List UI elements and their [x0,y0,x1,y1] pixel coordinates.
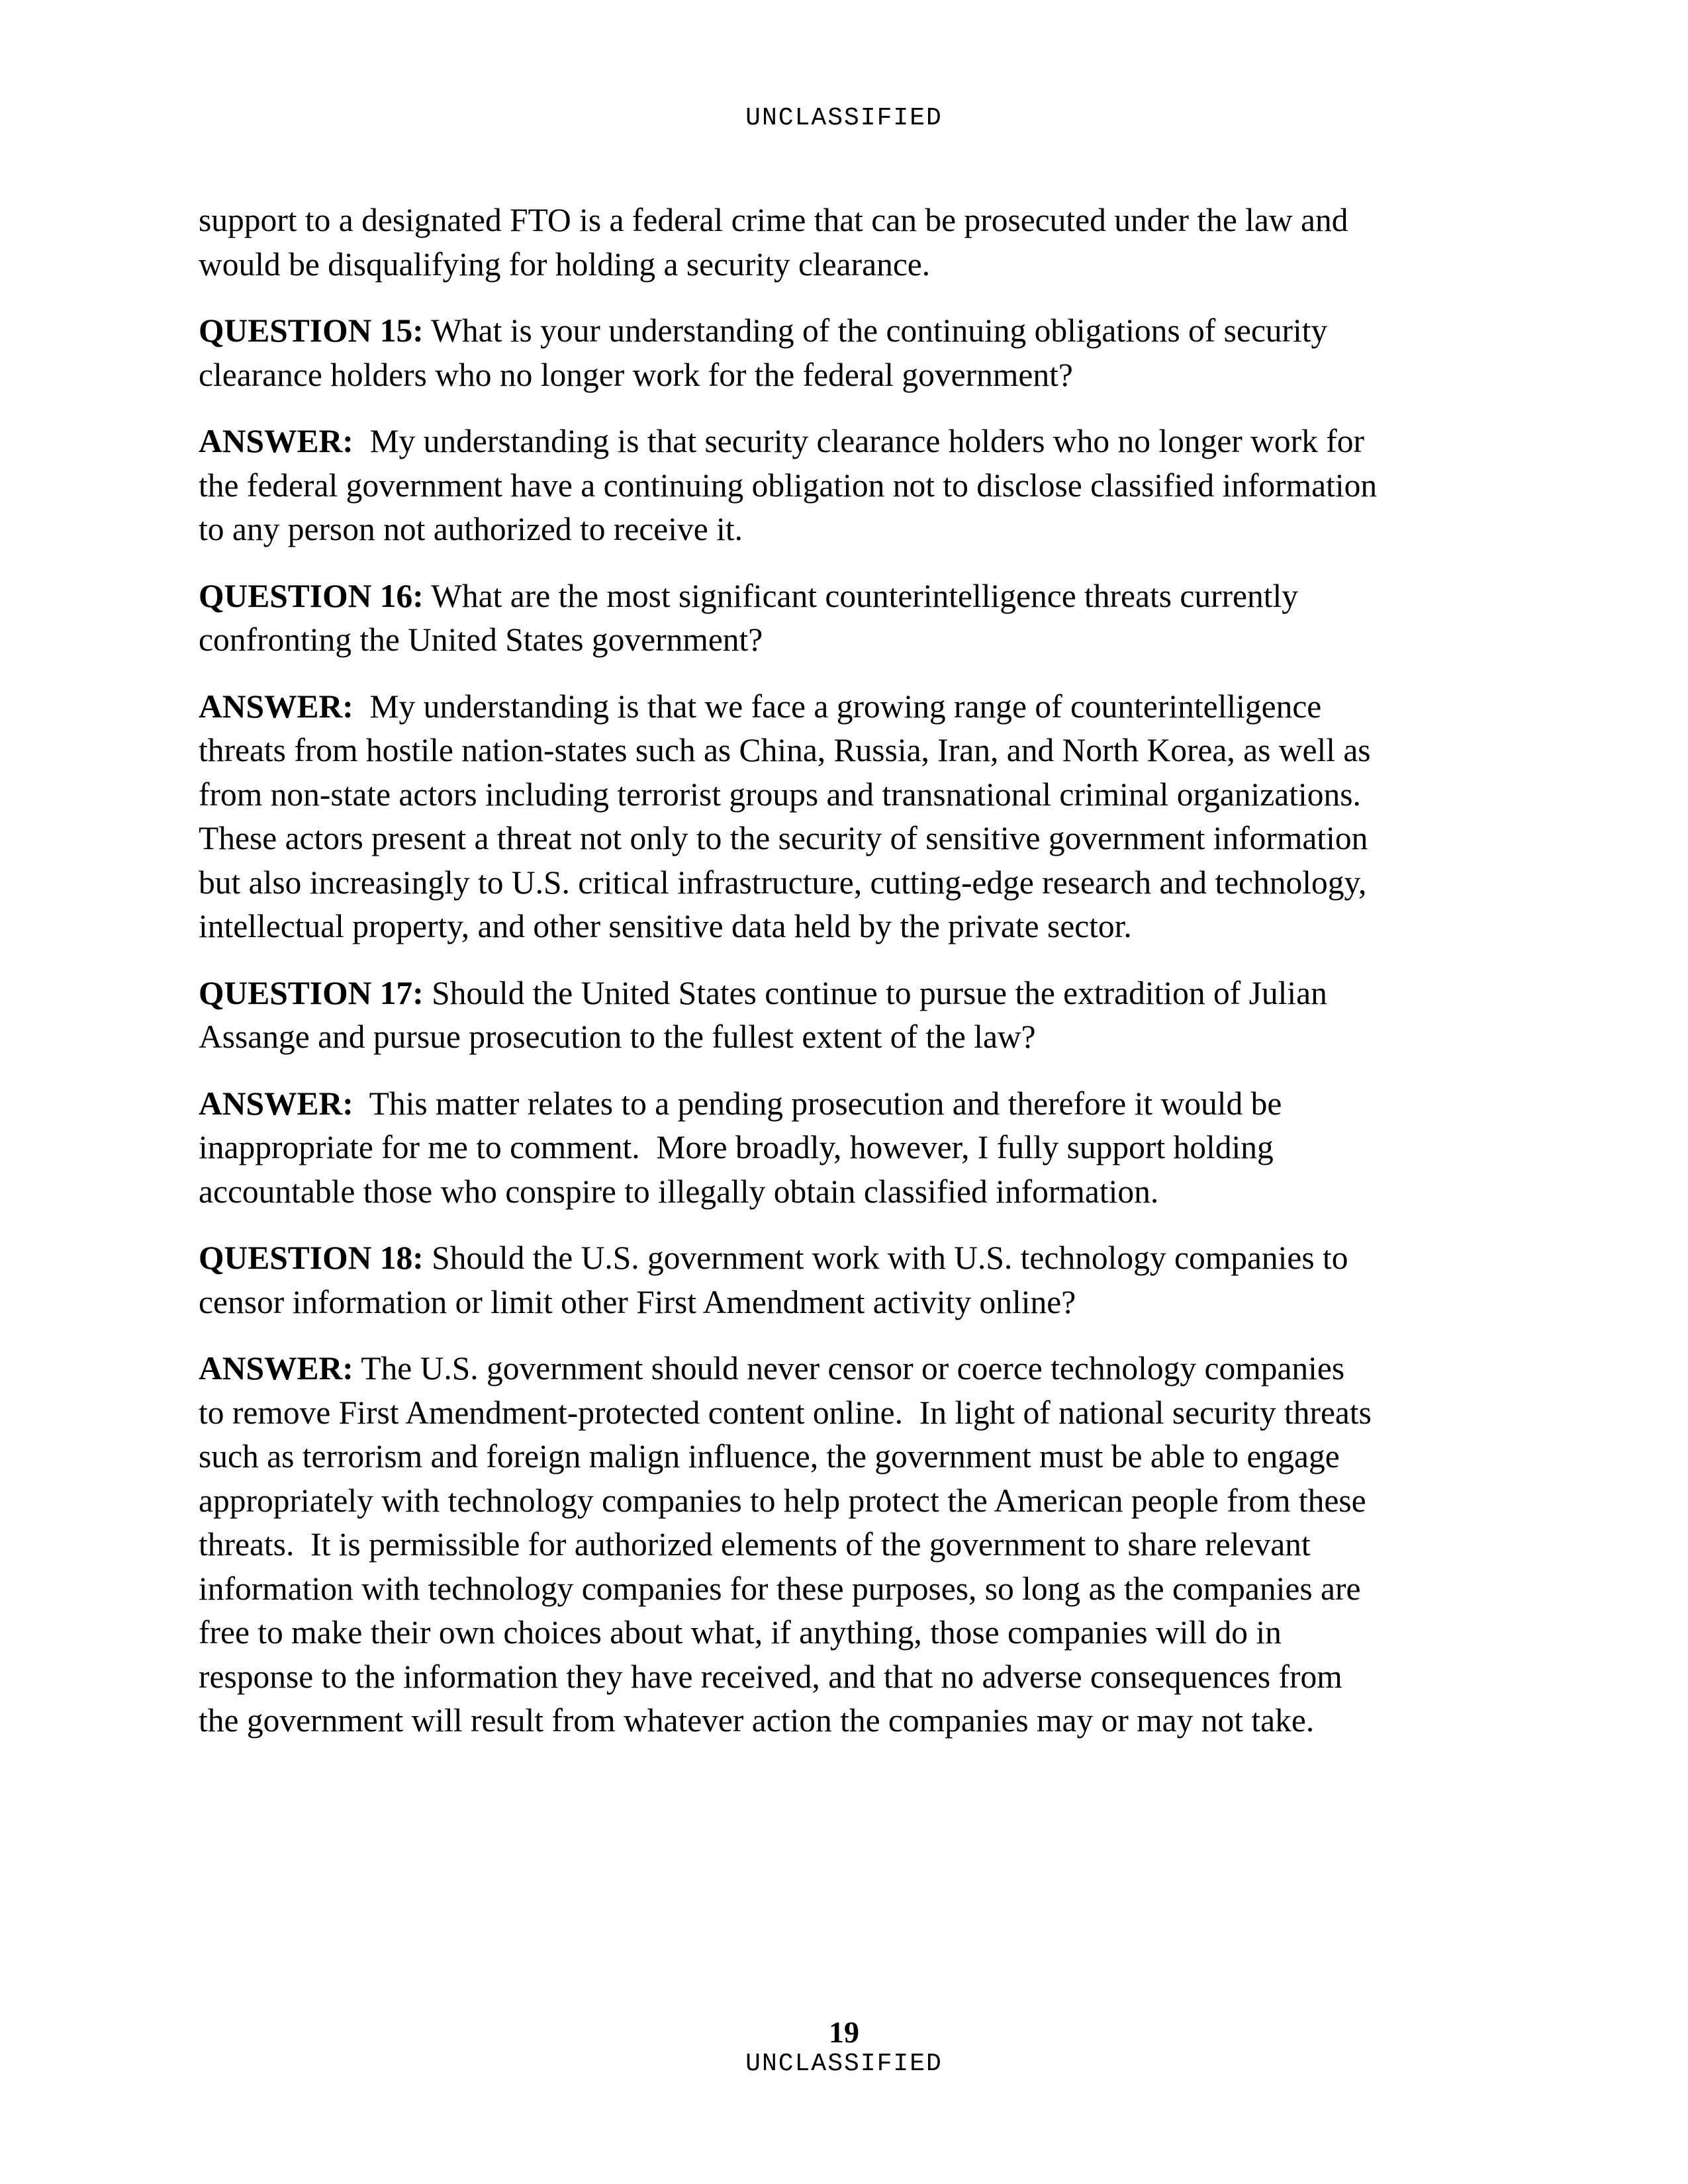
text-line: such as terrorism and foreign malign influence, the government must be able to engage [199,1438,1340,1475]
text-line: Assange and pursue prosecution to the fullest extent of the law? [199,1019,1036,1055]
text-line [199,685,1523,729]
continuation-paragraph [199,199,1523,287]
answer-text: My understanding is that security clearance holders who no longer work for [353,423,1364,459]
text-line [199,309,1523,353]
text-line: threats. It is permissible for authorized elements of the government to share relevant [199,1526,1311,1563]
text-line: response to the information they have received, and that no adverse consequences from [199,1658,1342,1695]
text-line [199,1082,1523,1126]
text-line: clearance holders who no longer work for the federal government? [199,356,1073,393]
question-17 [199,972,1523,1060]
document-body [199,199,1523,1766]
answer-text: My understanding is that we face a growing range of counterintelligence [353,688,1322,725]
question-text: What is your understanding of the continuing obligations of security [423,312,1328,349]
page-number: 19 [829,2015,859,2049]
text-line: These actors present a threat not only to the security of sensitive government information [199,820,1368,856]
text-line: support to a designated FTO is a federal crime that can be prosecuted under the law and [199,202,1348,238]
text-line: but also increasingly to U.S. critical infrastructure, cutting-edge research and technology, [199,864,1367,901]
answer-label: ANSWER: [199,1350,353,1387]
answer-label: ANSWER: [199,1085,353,1122]
answer-label: ANSWER: [199,423,353,459]
question-text: Should the U.S. government work with U.S. technology companies to [423,1240,1348,1276]
text-line: free to make their own choices about what, if anything, those companies will do in [199,1614,1282,1651]
question-label: QUESTION 18: [199,1240,424,1276]
answer-16 [199,685,1523,949]
text-line: threats from hostile nation-states such as China, Russia, Iran, and North Korea, as well as [199,732,1371,768]
text-line: confronting the United States government? [199,621,763,658]
question-label: QUESTION 16: [199,577,424,614]
answer-17 [199,1082,1523,1214]
text-line [199,1236,1523,1281]
question-15 [199,309,1523,397]
text-line [199,420,1523,464]
text-line: the government will result from whatever action the companies may or may not take. [199,1702,1315,1739]
text-line: would be disqualifying for holding a security clearance. [199,246,931,283]
answer-15 [199,420,1523,552]
question-16 [199,574,1523,662]
text-line: the federal government have a continuing obligation not to disclose classified information [199,467,1378,504]
footer-classification-marking: UNCLASSIFIED [745,2050,943,2078]
question-text: What are the most significant counterintelligence threats currently [423,577,1299,614]
text-line: censor information or limit other First Amendment activity online? [199,1283,1076,1320]
text-line: accountable those who conspire to illegally obtain classified information. [199,1173,1159,1210]
answer-18 [199,1347,1523,1743]
answer-text: The U.S. government should never censor or coerce technology companies [353,1350,1345,1387]
text-line [199,972,1523,1016]
text-line [199,574,1523,619]
text-line: to remove First Amendment-protected content online. In light of national security threats [199,1394,1372,1431]
question-text: Should the United States continue to pursue the extradition of Julian [423,974,1327,1011]
question-label: QUESTION 17: [199,974,424,1011]
text-line: information with technology companies for these purposes, so long as the companies are [199,1570,1361,1607]
header-classification-marking: UNCLASSIFIED [745,104,943,132]
text-line: appropriately with technology companies to help protect the American people from these [199,1482,1366,1519]
text-line: inappropriate for me to comment. More broadly, however, I fully support holding [199,1129,1274,1165]
answer-text: This matter relates to a pending prosecution and therefore it would be [353,1085,1282,1122]
text-line [199,1347,1523,1391]
text-line: to any person not authorized to receive it. [199,511,743,547]
answer-label: ANSWER: [199,688,353,725]
question-18 [199,1236,1523,1324]
text-line: from non-state actors including terrorist groups and transnational criminal organizations. [199,776,1361,813]
question-label: QUESTION 15: [199,312,424,349]
text-line: intellectual property, and other sensitive data held by the private sector. [199,908,1132,944]
